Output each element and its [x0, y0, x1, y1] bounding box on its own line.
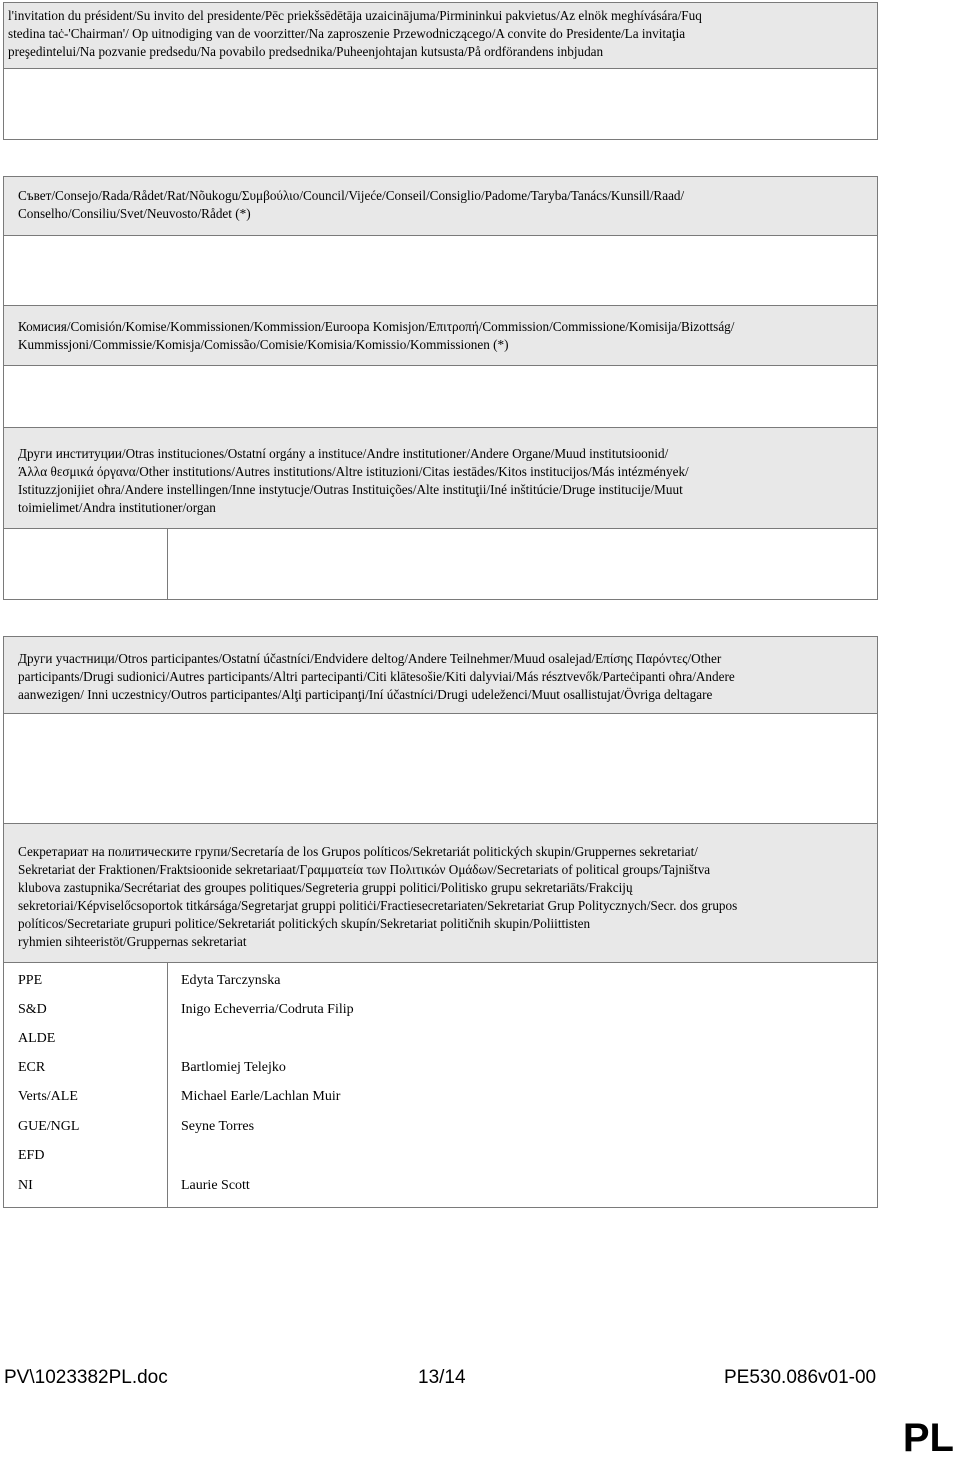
council-box [3, 176, 878, 306]
group-staff: Bartlomiej Telejko [181, 1060, 286, 1075]
header-line: klubova zastupnika/Secrétariat des groupes politiques/Segreteria gruppi politici/Politisko grupu sekretariāts/Frakcijų [18, 880, 633, 895]
header-line: participants/Drugi sudionici/Autres participants/Altri partecipanti/Citi klātesošie/Kiti dalyviai/Más résztvevők/Parteċipanti oħra/Andere [18, 669, 735, 684]
header-line: l'invitation du président/Su invito del presidente/Pēc priekšsēdētāja uzaicinājuma/Pirmininkui pakvietus/Az elnök meghívására/Fuq [8, 8, 702, 23]
chairman-invitation-header [4, 3, 877, 69]
header-line: preşedintelui/Na pozvanie predsedu/Na povabilo predsednika/Puheenjohtajan kutsusta/På ordförandens inbjudan [8, 44, 604, 59]
header-line: Други участници/Otros participantes/Ostatní účastníci/Endvidere deltog/Andere Teilnehmer/Muud osalejad/Επίσης Παρόντες/Other [18, 651, 722, 666]
group-staff: Edyta Tarczynska [181, 973, 281, 988]
other-participants-box [3, 636, 878, 824]
header-line: Други институции/Otras instituciones/Ostatní orgány a instituce/Andre institutioner/Andere Organe/Muud institutsioonid/ [18, 446, 669, 461]
group-abbr: GUE/NGL [18, 1119, 80, 1134]
group-staff: Inigo Echeverria/Codruta Filip [181, 1002, 354, 1017]
group-abbr: S&D [18, 1002, 47, 1017]
group-abbr: EFD [18, 1148, 45, 1163]
header-line: Άλλα θεσμικά όργανα/Other institutions/Autres institutions/Altre istituzioni/Citas iestādes/Kitos institucijos/Más intézmények/ [18, 464, 689, 479]
other-participants-header [4, 637, 877, 714]
council-header [4, 177, 877, 236]
header-line: aanwezigen/ Inni uczestnicy/Outros participantes/Alţi participanţi/Iní účastníci/Drugi udeleženci/Muut osallistujat/Övriga deltagare [18, 687, 713, 702]
header-line: sekretoriai/Képviselőcsoportok titkársága/Segretarjat gruppi politiċi/Fractiesecretariaten/Sekretariat Grup Politycznych/Secr. dos grupos [18, 898, 738, 913]
other-institutions-box [3, 427, 878, 600]
group-staff: Michael Earle/Lachlan Muir [181, 1089, 341, 1104]
header-line: ryhmien sihteeristöt/Gruppernas sekretariat [18, 934, 247, 949]
document-reference: PV\1023382PL.doc [4, 1367, 168, 1388]
header-line: Kummissjoni/Commissie/Komisja/Comissão/Comisie/Komisia/Komissio/Kommissionen (*) [18, 337, 509, 352]
other-institutions-body [4, 529, 877, 599]
column-divider [167, 529, 168, 599]
header-line: Комисия/Comisión/Komise/Kommissionen/Kommission/Euroopa Komisjon/Επιτροπή/Commission/Commissione/Komisija/Bizottság/ [18, 319, 735, 334]
group-staff: Seyne Torres [181, 1119, 255, 1134]
secretariat-header [4, 824, 877, 963]
group-abbr: Verts/ALE [18, 1089, 78, 1104]
header-line: Съвет/Consejo/Rada/Rådet/Rat/Nõukogu/Συμβούλιο/Council/Vijeće/Conseil/Consiglio/Padome/Taryba/Tanács/Kunsill/Raad/ [18, 188, 685, 203]
header-line: toimielimet/Andra institutioner/organ [18, 500, 216, 515]
secretariat-box [3, 823, 878, 963]
group-staff: Laurie Scott [181, 1178, 250, 1193]
column-divider [167, 963, 168, 1207]
group-abbr: ALDE [18, 1031, 56, 1046]
group-abbr: NI [18, 1178, 33, 1193]
header-line: stedina taċ-'Chairman'/ Op uitnodiging van de voorzitter/Na zaproszenie Przewodniczącego/A convite do Presidente/La invitaţia [8, 26, 686, 41]
header-line: Секретариат на политическите групи/Secretaría de los Grupos políticos/Sekretariát politických skupin/Gruppernes sekretariat/ [18, 844, 698, 859]
group-abbr: PPE [18, 973, 43, 988]
page-number: 13/14 [418, 1367, 466, 1388]
commission-header [4, 306, 877, 366]
header-line: Conselho/Consiliu/Svet/Neuvosto/Rådet (*) [18, 206, 251, 221]
group-abbr: ECR [18, 1060, 46, 1075]
pe-reference: PE530.086v01-00 [724, 1367, 877, 1388]
language-code: PL [902, 1416, 954, 1460]
commission-box [3, 305, 878, 428]
header-line: Istituzzjonijiet oħra/Andere instellingen/Inne instytucje/Outras Instituições/Alte instituţii/Iné inštitúcie/Druge institucije/Muut [18, 482, 683, 497]
other-institutions-header [4, 428, 877, 529]
header-line: Sekretariat der Fraktionen/Fraktsioonide sekretariaat/Γραμματεία των Πολιτικών Ομάδων/Secretariats of political groups/Tajništva [18, 862, 711, 877]
chairman-invitation-box [3, 2, 878, 140]
header-line: políticos/Secretariate grupuri politice/Sekretariát politických skupín/Sekretariat političnih skupin/Poliittisten [18, 916, 591, 931]
political-groups-table [3, 962, 878, 1208]
